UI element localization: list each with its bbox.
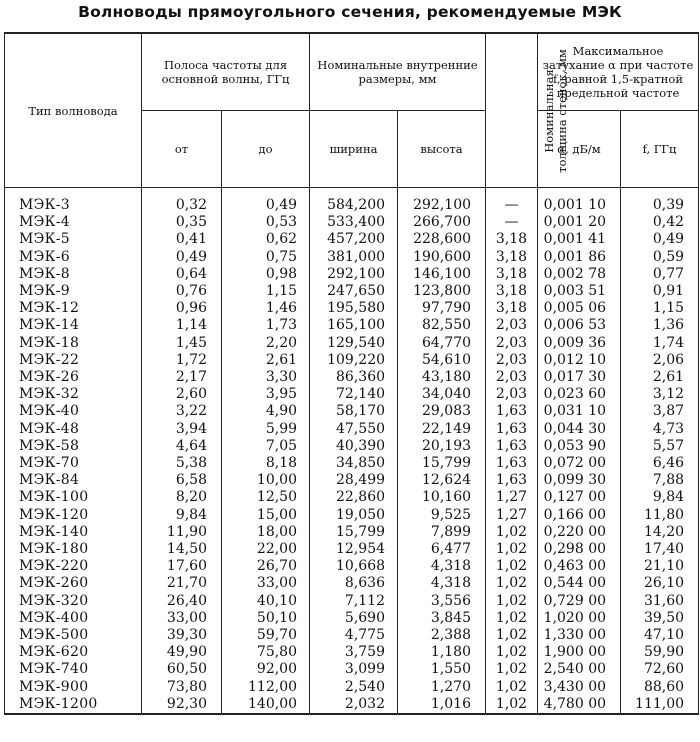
cell-band-from: 1,72 (142, 352, 222, 369)
cell-atten-freq: 1,36 (621, 317, 699, 334)
cell-band-from: 33,00 (142, 610, 222, 627)
table-row (5, 558, 699, 575)
cell-type: МЭК-70 (5, 455, 142, 472)
cell-band-from: 3,94 (142, 421, 222, 438)
cell-type: МЭК-900 (5, 679, 142, 696)
cell-type: МЭК-32 (5, 386, 142, 403)
cell-wall: 2,03 (486, 386, 538, 403)
cell-atten-alpha: 0,023 60 (538, 386, 621, 403)
cell-atten-alpha: 0,012 10 (538, 352, 621, 369)
cell-wall: 1,02 (486, 593, 538, 610)
cell-band-to: 140,00 (222, 696, 310, 714)
header-wall (486, 33, 570, 188)
cell-height: 123,800 (398, 283, 486, 300)
cell-width: 3,099 (310, 661, 398, 678)
cell-band-from: 11,90 (142, 524, 222, 541)
cell-atten-freq: 111,00 (621, 696, 699, 714)
cell-wall: 2,03 (486, 317, 538, 334)
table-row (5, 352, 699, 369)
cell-band-to: 0,75 (222, 249, 310, 266)
cell-width: 40,390 (310, 438, 398, 455)
cell-atten-freq: 72,60 (621, 661, 699, 678)
table-row (5, 472, 699, 489)
cell-width: 22,860 (310, 489, 398, 506)
table-body (5, 188, 699, 715)
cell-wall: 1,02 (486, 610, 538, 627)
cell-band-from: 1,45 (142, 335, 222, 352)
header-wall-text: Номинальная толщина стенок, мм (542, 48, 570, 173)
table-row (5, 300, 699, 317)
cell-width: 72,140 (310, 386, 398, 403)
table-row (5, 231, 699, 248)
cell-type: МЭК-500 (5, 627, 142, 644)
cell-width: 109,220 (310, 352, 398, 369)
cell-type: МЭК-8 (5, 266, 142, 283)
cell-height: 64,770 (398, 335, 486, 352)
cell-atten-freq: 21,10 (621, 558, 699, 575)
cell-width: 2,540 (310, 679, 398, 696)
cell-width: 15,799 (310, 524, 398, 541)
cell-wall: 1,63 (486, 455, 538, 472)
cell-height: 12,624 (398, 472, 486, 489)
cell-band-to: 75,80 (222, 644, 310, 661)
waveguide-table (4, 32, 699, 715)
cell-width: 47,550 (310, 421, 398, 438)
cell-type: МЭК-4 (5, 214, 142, 231)
cell-type: МЭК-180 (5, 541, 142, 558)
cell-type: МЭК-5 (5, 231, 142, 248)
cell-atten-alpha: 0,017 30 (538, 369, 621, 386)
cell-width: 195,580 (310, 300, 398, 317)
cell-type: МЭК-40 (5, 403, 142, 420)
cell-width: 12,954 (310, 541, 398, 558)
table-row (5, 661, 699, 678)
cell-band-from: 0,32 (142, 188, 222, 215)
cell-atten-freq: 3,12 (621, 386, 699, 403)
cell-band-from: 0,96 (142, 300, 222, 317)
cell-band-from: 0,41 (142, 231, 222, 248)
table-row (5, 507, 699, 524)
cell-band-from: 14,50 (142, 541, 222, 558)
cell-band-to: 22,00 (222, 541, 310, 558)
cell-width: 58,170 (310, 403, 398, 420)
cell-atten-freq: 0,49 (621, 231, 699, 248)
cell-height: 20,193 (398, 438, 486, 455)
cell-atten-alpha: 0,729 00 (538, 593, 621, 610)
cell-height: 1,016 (398, 696, 486, 714)
cell-atten-freq: 0,39 (621, 188, 699, 215)
cell-band-from: 92,30 (142, 696, 222, 714)
document-title: Волноводы прямоугольного сечения, рекомендуемые МЭК (78, 3, 622, 21)
cell-atten-alpha: 0,001 10 (538, 188, 621, 215)
cell-height: 4,318 (398, 575, 486, 592)
cell-band-to: 40,10 (222, 593, 310, 610)
cell-band-to: 10,00 (222, 472, 310, 489)
table-row (5, 644, 699, 661)
cell-type: МЭК-260 (5, 575, 142, 592)
cell-band-from: 73,80 (142, 679, 222, 696)
header-atten: Максимальное затухание α при частоте f, равной 1,5-кратной предельной частоте (538, 33, 699, 111)
cell-wall: 3,18 (486, 249, 538, 266)
cell-atten-freq: 17,40 (621, 541, 699, 558)
cell-wall: — (486, 188, 538, 215)
cell-atten-freq: 88,60 (621, 679, 699, 696)
cell-band-to: 8,18 (222, 455, 310, 472)
cell-band-to: 18,00 (222, 524, 310, 541)
cell-atten-alpha: 2,540 00 (538, 661, 621, 678)
cell-type: МЭК-9 (5, 283, 142, 300)
table-row (5, 593, 699, 610)
cell-height: 34,040 (398, 386, 486, 403)
header-atten-alpha: α, дБ/м (538, 111, 621, 188)
table-row (5, 188, 699, 215)
cell-width: 4,775 (310, 627, 398, 644)
cell-height: 1,550 (398, 661, 486, 678)
cell-height: 3,556 (398, 593, 486, 610)
cell-width: 381,000 (310, 249, 398, 266)
header-dims: Номинальные внутренние размеры, мм (310, 33, 486, 111)
cell-band-to: 4,90 (222, 403, 310, 420)
cell-atten-alpha: 0,001 20 (538, 214, 621, 231)
cell-band-to: 1,15 (222, 283, 310, 300)
cell-band-from: 39,30 (142, 627, 222, 644)
cell-height: 6,477 (398, 541, 486, 558)
cell-wall: 1,27 (486, 489, 538, 506)
cell-wall: 2,03 (486, 335, 538, 352)
cell-wall: 1,02 (486, 558, 538, 575)
cell-band-from: 5,38 (142, 455, 222, 472)
table-row (5, 489, 699, 506)
cell-wall: 1,02 (486, 679, 538, 696)
cell-band-to: 33,00 (222, 575, 310, 592)
cell-atten-alpha: 0,002 78 (538, 266, 621, 283)
table-row (5, 455, 699, 472)
cell-height: 97,790 (398, 300, 486, 317)
cell-band-to: 92,00 (222, 661, 310, 678)
cell-wall: 1,63 (486, 438, 538, 455)
cell-atten-freq: 59,90 (621, 644, 699, 661)
cell-wall: 1,02 (486, 627, 538, 644)
cell-atten-freq: 1,15 (621, 300, 699, 317)
cell-width: 34,850 (310, 455, 398, 472)
cell-band-to: 2,20 (222, 335, 310, 352)
table-row (5, 541, 699, 558)
cell-wall: 3,18 (486, 231, 538, 248)
cell-atten-freq: 0,59 (621, 249, 699, 266)
cell-width: 5,690 (310, 610, 398, 627)
cell-wall: 1,02 (486, 575, 538, 592)
table-row (5, 438, 699, 455)
cell-band-to: 1,73 (222, 317, 310, 334)
table-row (5, 575, 699, 592)
cell-atten-alpha: 0,463 00 (538, 558, 621, 575)
cell-width: 129,540 (310, 335, 398, 352)
cell-wall: 3,18 (486, 300, 538, 317)
cell-type: МЭК-120 (5, 507, 142, 524)
cell-height: 3,845 (398, 610, 486, 627)
cell-band-from: 26,40 (142, 593, 222, 610)
cell-wall: 1,63 (486, 421, 538, 438)
cell-width: 2,032 (310, 696, 398, 714)
cell-band-from: 0,35 (142, 214, 222, 231)
cell-atten-alpha: 0,001 41 (538, 231, 621, 248)
cell-band-to: 59,70 (222, 627, 310, 644)
cell-wall: 1,02 (486, 524, 538, 541)
cell-height: 15,799 (398, 455, 486, 472)
cell-width: 86,360 (310, 369, 398, 386)
cell-type: МЭК-620 (5, 644, 142, 661)
cell-atten-alpha: 0,006 53 (538, 317, 621, 334)
cell-type: МЭК-3 (5, 188, 142, 215)
cell-type: МЭК-26 (5, 369, 142, 386)
cell-atten-freq: 6,46 (621, 455, 699, 472)
cell-band-to: 7,05 (222, 438, 310, 455)
cell-atten-freq: 0,77 (621, 266, 699, 283)
cell-atten-freq: 2,61 (621, 369, 699, 386)
cell-height: 266,700 (398, 214, 486, 231)
cell-atten-alpha: 0,072 00 (538, 455, 621, 472)
cell-atten-alpha: 4,780 00 (538, 696, 621, 714)
cell-height: 2,388 (398, 627, 486, 644)
cell-atten-freq: 39,50 (621, 610, 699, 627)
table-row (5, 249, 699, 266)
cell-type: МЭК-320 (5, 593, 142, 610)
cell-wall: 1,63 (486, 403, 538, 420)
cell-type: МЭК-58 (5, 438, 142, 455)
cell-height: 7,899 (398, 524, 486, 541)
cell-atten-freq: 2,06 (621, 352, 699, 369)
cell-wall: 2,03 (486, 369, 538, 386)
cell-band-to: 112,00 (222, 679, 310, 696)
table-row (5, 369, 699, 386)
table-row (5, 421, 699, 438)
cell-wall: 3,18 (486, 283, 538, 300)
cell-band-from: 49,90 (142, 644, 222, 661)
cell-atten-alpha: 0,544 00 (538, 575, 621, 592)
cell-width: 7,112 (310, 593, 398, 610)
table-row (5, 610, 699, 627)
cell-atten-alpha: 0,003 51 (538, 283, 621, 300)
cell-type: МЭК-84 (5, 472, 142, 489)
cell-width: 292,100 (310, 266, 398, 283)
cell-atten-alpha: 1,020 00 (538, 610, 621, 627)
cell-height: 9,525 (398, 507, 486, 524)
cell-atten-alpha: 0,005 06 (538, 300, 621, 317)
cell-band-to: 1,46 (222, 300, 310, 317)
cell-atten-alpha: 0,127 00 (538, 489, 621, 506)
table-row (5, 403, 699, 420)
cell-height: 82,550 (398, 317, 486, 334)
cell-band-from: 17,60 (142, 558, 222, 575)
cell-band-to: 3,95 (222, 386, 310, 403)
cell-band-from: 0,76 (142, 283, 222, 300)
cell-height: 10,160 (398, 489, 486, 506)
header-band-to: до (222, 111, 310, 188)
cell-band-from: 9,84 (142, 507, 222, 524)
cell-width: 247,650 (310, 283, 398, 300)
cell-atten-freq: 4,73 (621, 421, 699, 438)
cell-width: 10,668 (310, 558, 398, 575)
table-row (5, 627, 699, 644)
cell-band-from: 4,64 (142, 438, 222, 455)
cell-height: 1,270 (398, 679, 486, 696)
cell-atten-freq: 26,10 (621, 575, 699, 592)
table-row (5, 283, 699, 300)
cell-atten-alpha: 0,001 86 (538, 249, 621, 266)
cell-wall: 1,02 (486, 644, 538, 661)
cell-wall: 3,18 (486, 266, 538, 283)
cell-type: МЭК-1200 (5, 696, 142, 714)
cell-atten-alpha: 0,166 00 (538, 507, 621, 524)
cell-type: МЭК-18 (5, 335, 142, 352)
cell-wall: 1,02 (486, 541, 538, 558)
cell-atten-alpha: 1,330 00 (538, 627, 621, 644)
cell-type: МЭК-14 (5, 317, 142, 334)
cell-band-to: 5,99 (222, 421, 310, 438)
cell-band-to: 0,62 (222, 231, 310, 248)
cell-height: 1,180 (398, 644, 486, 661)
cell-atten-freq: 3,87 (621, 403, 699, 420)
cell-atten-freq: 0,91 (621, 283, 699, 300)
header-band-from: от (142, 111, 222, 188)
cell-atten-alpha: 0,298 00 (538, 541, 621, 558)
cell-band-to: 15,00 (222, 507, 310, 524)
cell-band-from: 8,20 (142, 489, 222, 506)
cell-band-from: 6,58 (142, 472, 222, 489)
cell-width: 19,050 (310, 507, 398, 524)
cell-atten-freq: 31,60 (621, 593, 699, 610)
cell-band-to: 2,61 (222, 352, 310, 369)
table-row (5, 386, 699, 403)
cell-width: 584,200 (310, 188, 398, 215)
cell-band-from: 2,60 (142, 386, 222, 403)
cell-band-to: 0,53 (222, 214, 310, 231)
cell-band-from: 60,50 (142, 661, 222, 678)
header-band: Полоса частоты для основной волны, ГГц (142, 33, 310, 111)
cell-width: 533,400 (310, 214, 398, 231)
cell-width: 165,100 (310, 317, 398, 334)
cell-wall: 1,27 (486, 507, 538, 524)
table-row (5, 266, 699, 283)
cell-type: МЭК-220 (5, 558, 142, 575)
cell-wall: 1,02 (486, 696, 538, 714)
table-row (5, 335, 699, 352)
cell-atten-freq: 0,42 (621, 214, 699, 231)
cell-type: МЭК-22 (5, 352, 142, 369)
cell-type: МЭК-6 (5, 249, 142, 266)
table-row (5, 696, 699, 714)
table-row (5, 679, 699, 696)
cell-atten-freq: 9,84 (621, 489, 699, 506)
cell-height: 22,149 (398, 421, 486, 438)
cell-band-to: 3,30 (222, 369, 310, 386)
cell-height: 54,610 (398, 352, 486, 369)
cell-atten-alpha: 3,430 00 (538, 679, 621, 696)
cell-band-to: 12,50 (222, 489, 310, 506)
cell-width: 28,499 (310, 472, 398, 489)
cell-height: 43,180 (398, 369, 486, 386)
cell-height: 4,318 (398, 558, 486, 575)
header-width: ширина (310, 111, 398, 188)
cell-atten-alpha: 1,900 00 (538, 644, 621, 661)
cell-atten-alpha: 0,031 10 (538, 403, 621, 420)
cell-type: МЭК-12 (5, 300, 142, 317)
cell-band-to: 50,10 (222, 610, 310, 627)
cell-band-from: 1,14 (142, 317, 222, 334)
cell-band-to: 26,70 (222, 558, 310, 575)
cell-wall: 2,03 (486, 352, 538, 369)
cell-type: МЭК-48 (5, 421, 142, 438)
cell-type: МЭК-140 (5, 524, 142, 541)
cell-height: 146,100 (398, 266, 486, 283)
cell-atten-freq: 11,80 (621, 507, 699, 524)
cell-band-from: 0,49 (142, 249, 222, 266)
cell-wall: — (486, 214, 538, 231)
cell-atten-alpha: 0,220 00 (538, 524, 621, 541)
table-row (5, 317, 699, 334)
cell-atten-freq: 7,88 (621, 472, 699, 489)
cell-atten-freq: 5,57 (621, 438, 699, 455)
cell-type: МЭК-740 (5, 661, 142, 678)
cell-height: 190,600 (398, 249, 486, 266)
cell-atten-alpha: 0,099 30 (538, 472, 621, 489)
table-row (5, 214, 699, 231)
cell-band-to: 0,98 (222, 266, 310, 283)
header-type: Тип волновода (5, 33, 142, 188)
cell-band-from: 21,70 (142, 575, 222, 592)
cell-type: МЭК-400 (5, 610, 142, 627)
cell-atten-freq: 1,74 (621, 335, 699, 352)
cell-width: 457,200 (310, 231, 398, 248)
cell-height: 228,600 (398, 231, 486, 248)
cell-width: 8,636 (310, 575, 398, 592)
cell-type: МЭК-100 (5, 489, 142, 506)
cell-width: 3,759 (310, 644, 398, 661)
header-atten-freq: f, ГГц (621, 111, 699, 188)
cell-height: 292,100 (398, 188, 486, 215)
cell-atten-alpha: 0,044 30 (538, 421, 621, 438)
cell-band-from: 2,17 (142, 369, 222, 386)
cell-band-to: 0,49 (222, 188, 310, 215)
cell-atten-freq: 47,10 (621, 627, 699, 644)
cell-atten-alpha: 0,009 36 (538, 335, 621, 352)
cell-band-from: 3,22 (142, 403, 222, 420)
cell-band-from: 0,64 (142, 266, 222, 283)
cell-wall: 1,02 (486, 661, 538, 678)
cell-atten-freq: 14,20 (621, 524, 699, 541)
cell-atten-alpha: 0,053 90 (538, 438, 621, 455)
header-height: высота (398, 111, 486, 188)
cell-height: 29,083 (398, 403, 486, 420)
table-row (5, 524, 699, 541)
cell-wall: 1,63 (486, 472, 538, 489)
